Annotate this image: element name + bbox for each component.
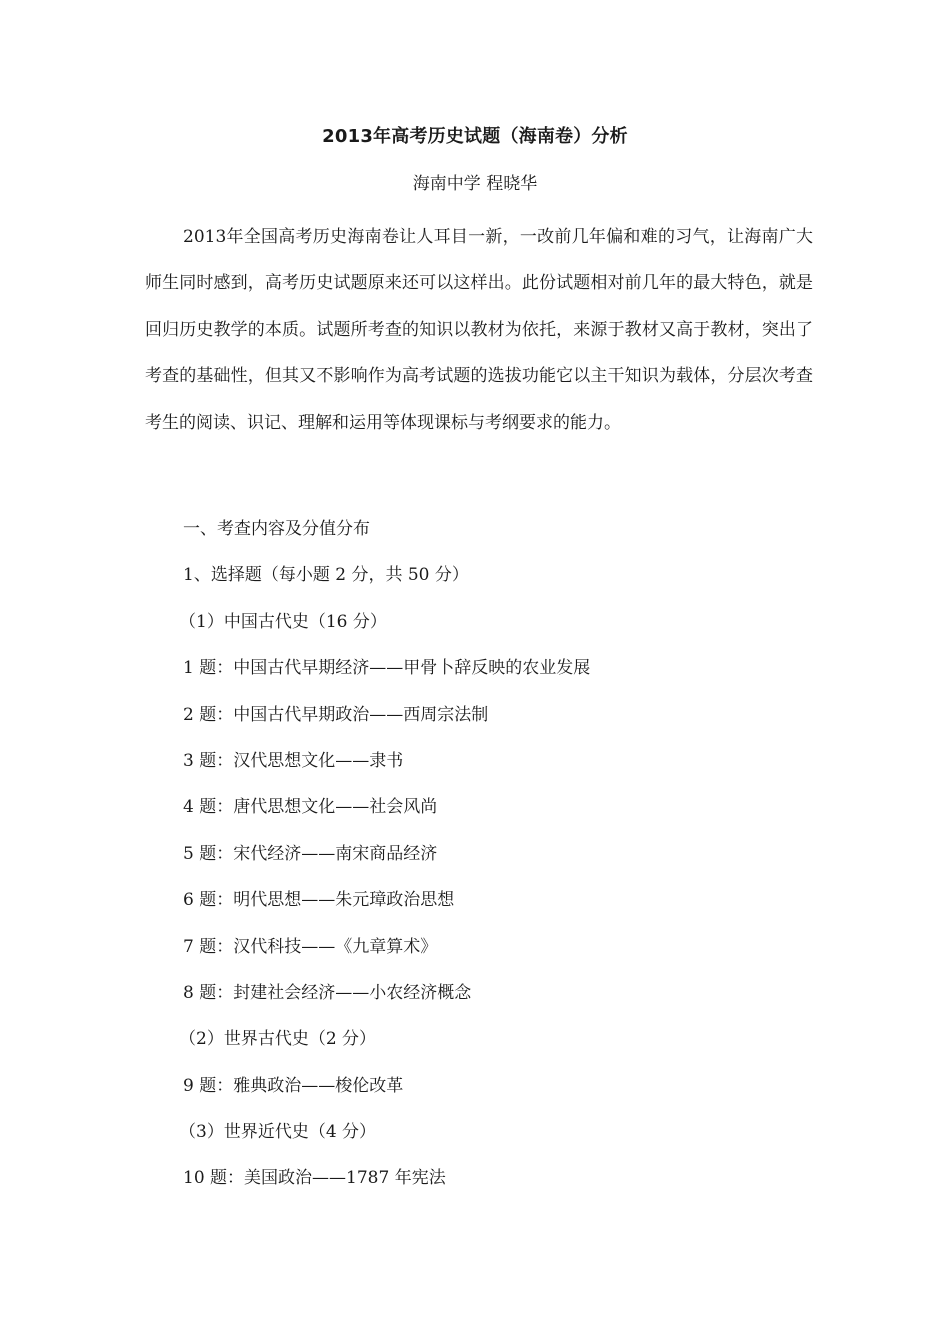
category-heading: （2）世界古代史（2 分）	[179, 1029, 377, 1050]
category-heading: （3）世界近代史（4 分）	[179, 1122, 377, 1143]
list-item: 8 题：封建社会经济——小农经济概念	[183, 982, 472, 1003]
list-item: 1 题：中国古代早期经济——甲骨卜辞反映的农业发展	[183, 658, 591, 679]
list-item: 3 题：汉代思想文化——隶书	[183, 750, 404, 771]
content-list	[179, 506, 591, 1202]
list-item: 7 题：汉代科技——《九章算术》	[183, 936, 438, 957]
list-item: 10 题：美国政治——1787 年宪法	[183, 1168, 446, 1189]
list-item: 9 题：雅典政治——梭伦改革	[183, 1075, 404, 1096]
section-heading: 一、考查内容及分值分布	[183, 519, 370, 539]
document-title: 2013年高考历史试题（海南卷）分析	[322, 126, 628, 147]
list-item: 4 题：唐代思想文化——社会风尚	[183, 797, 438, 818]
category-heading: （1）中国古代史（16 分）	[179, 611, 387, 632]
list-item: 6 题：明代思想——朱元璋政治思想	[183, 890, 455, 911]
intro-paragraph: 2013年全国高考历史海南卷让人耳目一新，一改前几年偏和难的习气，让海南广大师生同时感到，高考历史试题原来还可以这样出。此份试题相对前几年的最大特色，就是回归历史教学的本质。试题所考查的知识以教材为依托，来源于教材又高于教材，突出了考查的基础性，但其又不影响作为高考试题的选拔功能它以主干知识为载体，分层次考查考生的阅读、识记、理解和运用等体现课标与考纲要求的能力。	[145, 227, 813, 433]
list-item: 2 题：中国古代早期政治——西周宗法制	[183, 704, 489, 725]
document-author: 海南中学 程晓华	[412, 174, 538, 194]
list-item: 5 题：宋代经济——南宋商品经济	[183, 843, 438, 864]
subsection-heading: 1、选择题（每小题 2 分，共 50 分）	[183, 565, 469, 586]
